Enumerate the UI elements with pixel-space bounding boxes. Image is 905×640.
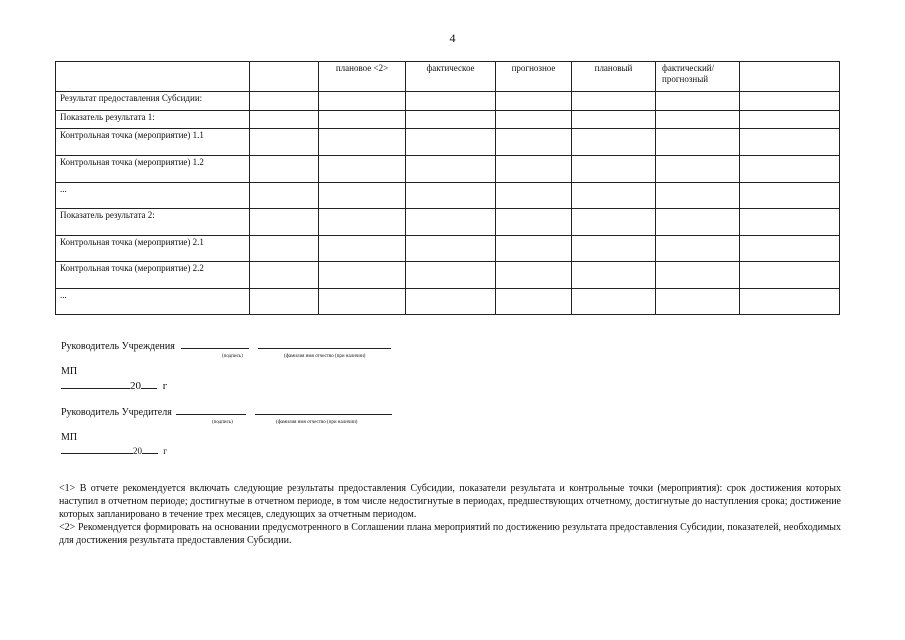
year-label: 20	[133, 446, 142, 456]
table-header-row	[56, 62, 840, 92]
date-line-2	[61, 446, 167, 456]
date-blank[interactable]	[61, 453, 133, 454]
header-cell	[740, 62, 840, 92]
head-founder-line	[61, 407, 392, 418]
g-label: г	[163, 446, 167, 456]
row-label: Контрольная точка (мероприятие) 1.1	[56, 129, 250, 156]
g-label: г	[162, 380, 168, 392]
mp-label: МП	[61, 432, 78, 443]
year-blank[interactable]	[142, 453, 158, 454]
row-label: Контрольная точка (мероприятие) 1.2	[56, 156, 250, 183]
name-line[interactable]	[258, 348, 391, 349]
footnote-1: <1> В отчете рекомендуется включать следующие результаты предоставления Субсидии, показатели результата и контрольные точки (мероприятия): срок достижения которых наступил в отчетном периоде; достигнутые в отчетном периоде, в том числе недостигнутые в периодах, предшествующих отчетному, достигнутые до наступления срока; достижение которых запланировано в течение трех месяцев, следующих за отчетным периодом.	[59, 483, 841, 520]
header-cell: плановый	[572, 62, 656, 92]
row-label: Результат предоставления Субсидии:	[56, 92, 250, 111]
report-table	[55, 61, 840, 315]
table-row	[56, 209, 840, 236]
name-line[interactable]	[255, 414, 392, 415]
table-row	[56, 236, 840, 262]
footnotes	[59, 482, 841, 547]
header-cell: фактическое	[406, 62, 496, 92]
caption-sign: (подпись)	[212, 420, 233, 425]
head-institution-line	[61, 341, 391, 352]
mp-label: МП	[61, 366, 78, 377]
footnote-2: <2> Рекомендуется формировать на основании предусмотренного в Соглашении плана мероприятий по достижению результата предоставления Субсидии, показателей, необходимых для достижения результата предоставления Субсидии.	[59, 522, 841, 546]
table-row	[56, 111, 840, 129]
header-cell: плановое <2>	[319, 62, 406, 92]
caption-name: (фамилия имя отчество (при наличии)	[276, 420, 358, 425]
date-blank[interactable]	[61, 388, 130, 389]
year-blank[interactable]	[141, 388, 157, 389]
header-cell: прогнозное	[496, 62, 572, 92]
caption-sign: (подпись)	[222, 354, 243, 359]
row-label: ...	[56, 183, 250, 209]
table-row	[56, 156, 840, 183]
year-label: 20	[130, 380, 141, 392]
header-cell: фактический/ прогнозный	[656, 62, 740, 92]
table-row	[56, 92, 840, 111]
date-line-1	[61, 380, 167, 392]
header-cell	[56, 62, 250, 92]
row-label: ...	[56, 289, 250, 315]
table-row	[56, 129, 840, 156]
signature-line[interactable]	[176, 414, 246, 415]
head-founder-label: Руководитель Учредителя	[61, 407, 172, 418]
head-institution-label: Руководитель Учреждения	[61, 341, 175, 352]
table-row	[56, 262, 840, 289]
caption-name: (фамилия имя отчество (при наличии)	[284, 354, 366, 359]
table-row	[56, 183, 840, 209]
row-label: Показатель результата 2:	[56, 209, 250, 236]
page-number: 4	[449, 31, 456, 45]
header-cell	[250, 62, 319, 92]
row-label: Показатель результата 1:	[56, 111, 250, 129]
row-label: Контрольная точка (мероприятие) 2.2	[56, 262, 250, 289]
signature-line[interactable]	[181, 348, 249, 349]
table-row	[56, 289, 840, 315]
row-label: Контрольная точка (мероприятие) 2.1	[56, 236, 250, 262]
